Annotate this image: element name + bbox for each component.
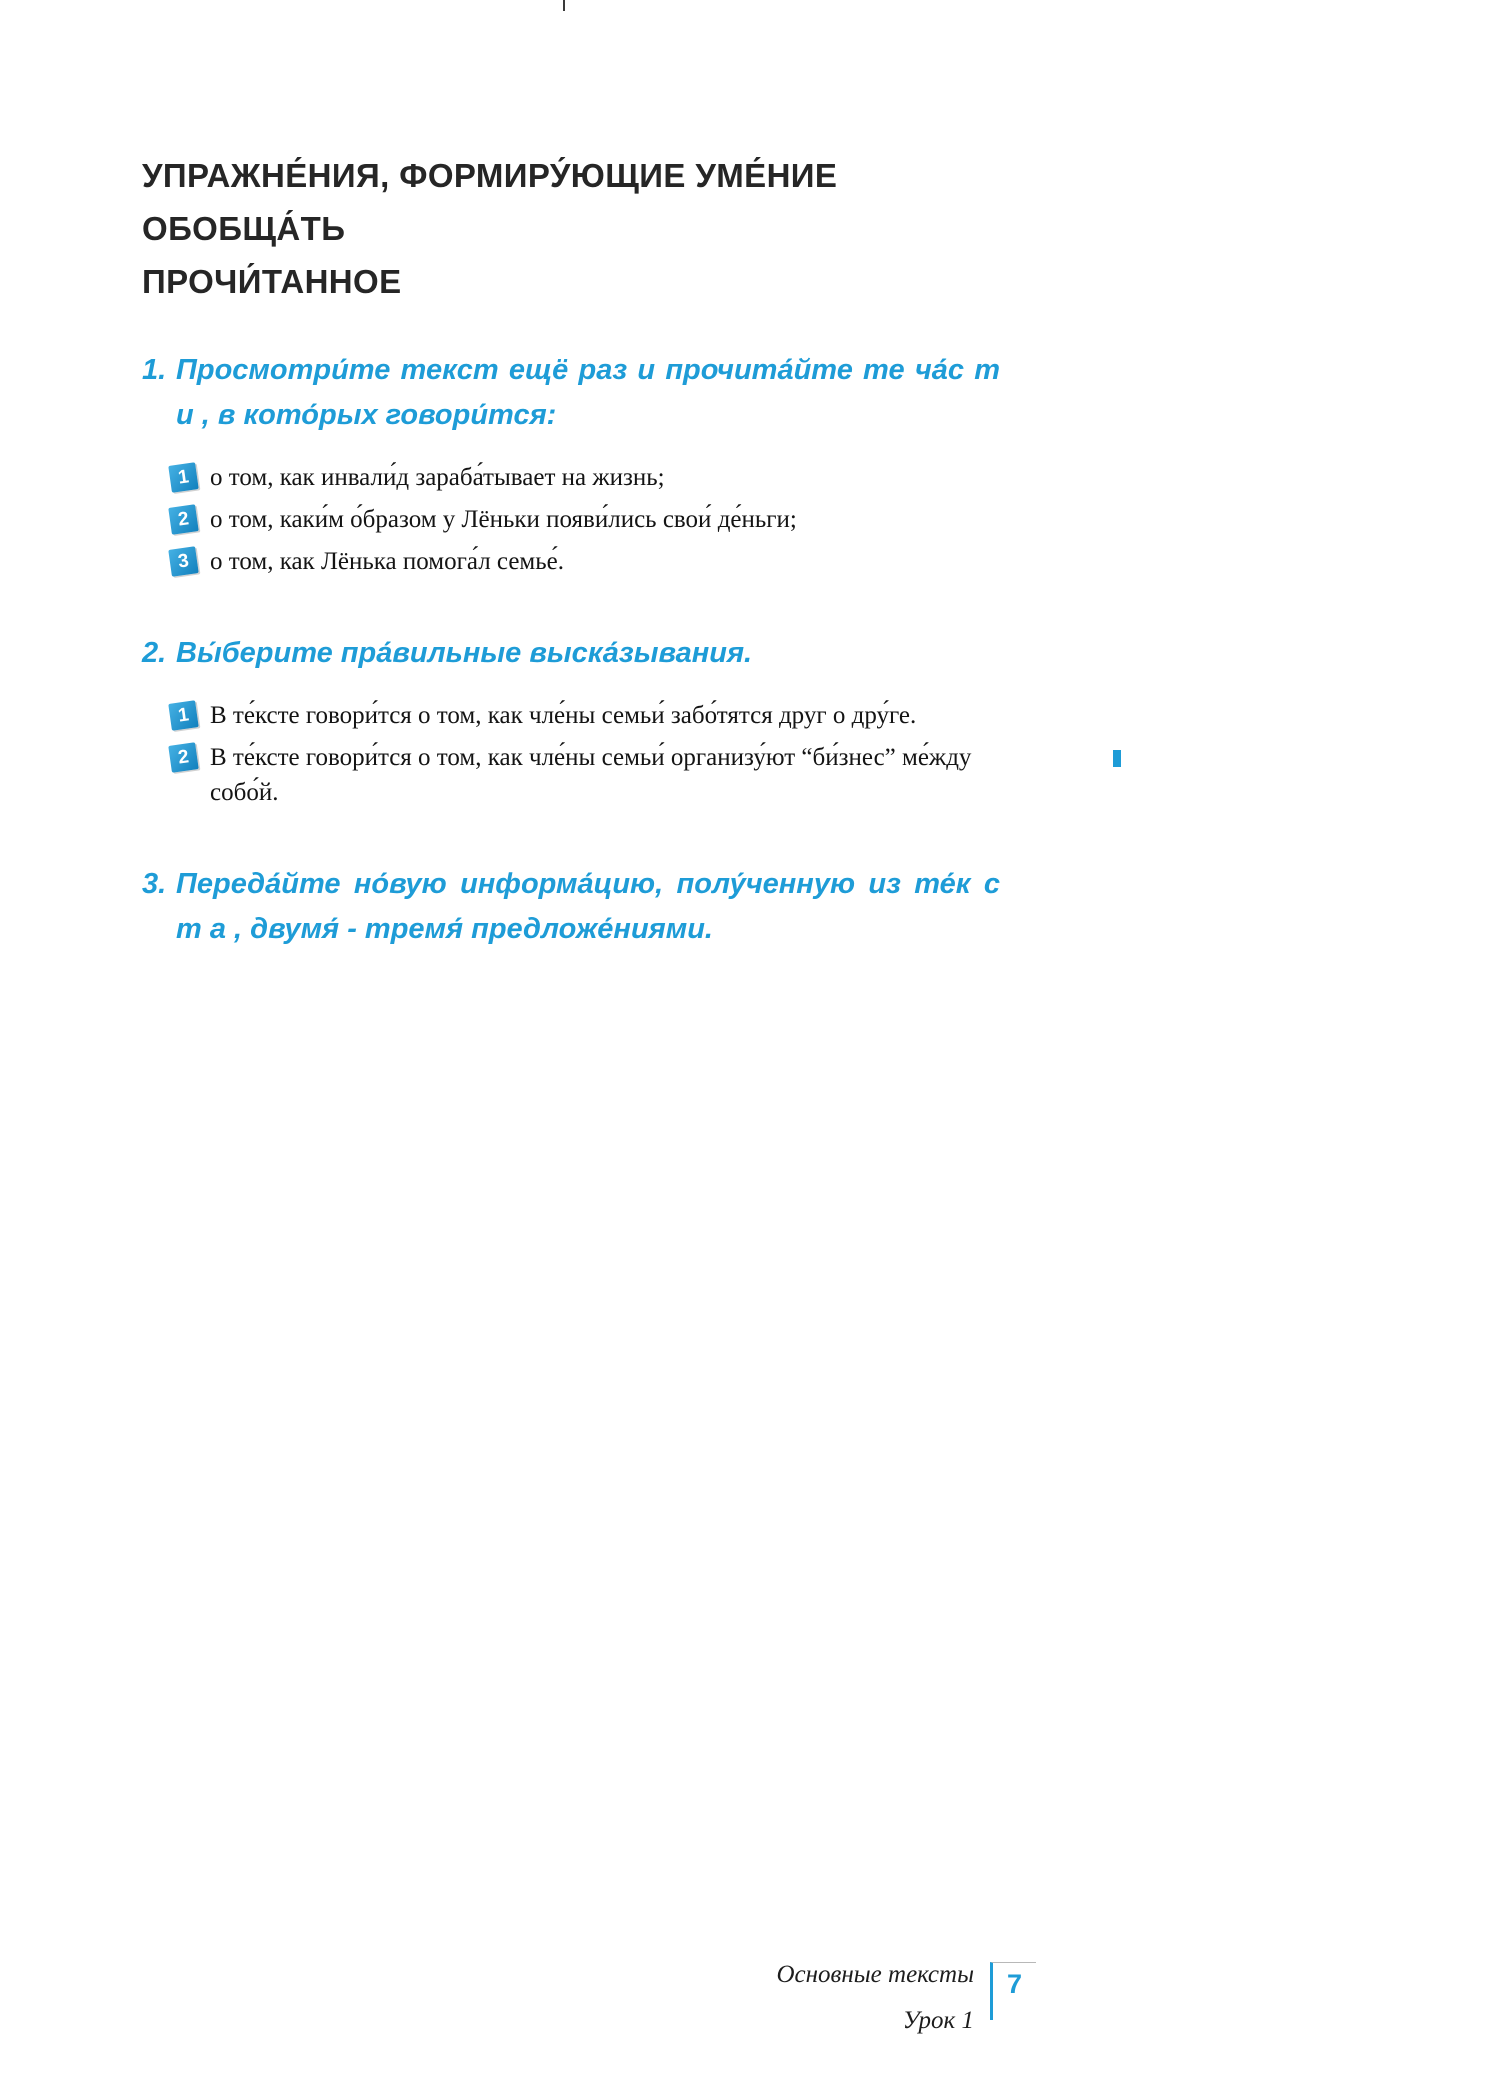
item-number-badge: 1 — [168, 700, 198, 730]
item-number-badge: 2 — [168, 505, 198, 535]
page-top-mark — [563, 0, 565, 11]
page-content — [142, 150, 1000, 952]
list-item — [170, 502, 1000, 537]
list-item — [170, 698, 1000, 733]
list-item — [170, 740, 1000, 810]
exercise-1-prompt — [142, 348, 1000, 438]
exercise-3 — [142, 862, 1000, 952]
exercise-1-number: 1. — [142, 354, 167, 387]
exercise-2 — [142, 631, 1000, 810]
exercise-3-prompt-text: Переда́йте но́вую информа́цию, полу́ченную из те́к с т а , двумя́ - тремя́ предложе́ниями. — [176, 868, 1000, 946]
page-number: 7 — [1006, 1969, 1023, 1999]
exercise-3-number: 3. — [142, 868, 167, 901]
item-text: о том, как Лёнька помога́л семье́. — [210, 548, 564, 576]
page-title — [142, 150, 1000, 308]
page-edge-mark — [1113, 750, 1121, 767]
footer-section-label: Основные тексты — [776, 1961, 974, 1988]
page-number-box — [990, 1962, 1036, 2020]
list-item — [170, 460, 1000, 495]
exercise-2-prompt-text: Вы́берите пра́вильные выска́зывания. — [176, 637, 753, 670]
exercise-2-prompt — [142, 631, 1000, 676]
exercise-2-number: 2. — [142, 637, 167, 670]
footer-labels — [776, 1950, 974, 2045]
page-footer — [0, 1950, 1036, 2045]
list-item — [170, 544, 1000, 579]
page-title-line-2: ПРОЧИ́ТАННОЕ — [142, 262, 402, 300]
exercise-1 — [142, 348, 1000, 579]
item-text: В те́ксте говори́тся о том, как чле́ны семьи́ организу́ют “би́знес” ме́жду собо́й. — [210, 744, 972, 807]
item-text: о том, каки́м о́бразом у Лёньки появи́лись свои́ де́ньги; — [210, 506, 797, 534]
exercise-1-items — [170, 460, 1000, 579]
item-number-badge: 1 — [168, 463, 198, 493]
exercise-3-prompt — [142, 862, 1000, 952]
page-title-line-1: УПРАЖНЕ́НИЯ, ФОРМИРУ́ЮЩИЕ УМЕ́НИЕ ОБОБЩА́ТЬ — [142, 157, 838, 247]
item-text: о том, как инвали́д зараба́тывает на жизнь; — [210, 464, 665, 492]
exercise-1-prompt-text: Просмотри́те текст ещё раз и прочита́йте те ча́с т и , в кото́рых говори́тся: — [176, 354, 1000, 432]
item-number-badge: 2 — [168, 742, 198, 772]
item-number-badge: 3 — [168, 547, 198, 577]
footer-lesson-label: Урок 1 — [902, 2007, 974, 2035]
exercise-2-items — [170, 698, 1000, 810]
item-text: В те́ксте говори́тся о том, как чле́ны семьи́ забо́тятся друг о дру́ге. — [210, 702, 917, 730]
